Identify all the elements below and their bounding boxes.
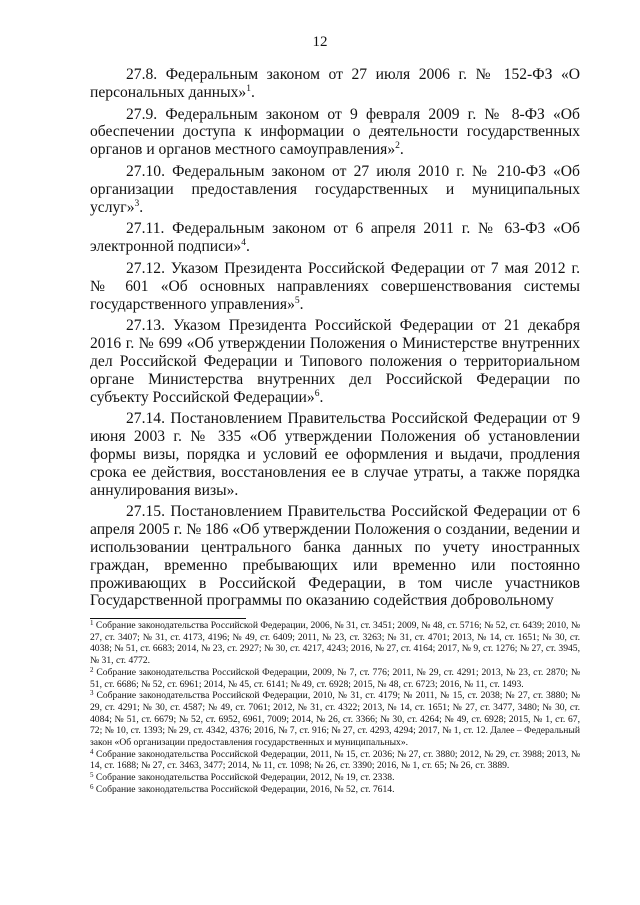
paragraph-27-8: 27.8. Федеральным законом от 27 июля 2006 г. № 152-ФЗ «О персональных данных»$^1$.: [90, 66, 580, 101]
page-number: 12: [312, 34, 328, 50]
paragraph-27-10: 27.10. Федеральным законом от 27 июля 2010 г. № 210-ФЗ «Об организации предоставления государственных и муниципальных услуг»$^3$.: [90, 162, 580, 216]
footnote-ref: 2: [395, 141, 400, 152]
footnote-1: $^1$ Собрание законодательства Российской Федерации, 2006, № 31, ст. 3451; 2009, № 48, ст. 5716; № 52, ст. 6439; 2010, № 27, ст. 3407; № 31, ст. 4173, 4196; № 49, ст. 6409; 2011, № 23, ст. 3263; № 31, ст. 4701; 2013, № 14, ст. 1651; № 30, ст. 4038; № 51, ст. 6683; 2014, № 23, ст. 2927; № 30, ст. 4217, 4243; 2016, № 27, ст. 4164; 2017, № 9, ст. 1276; № 27, ст. 3945, № 31, ст. 4772.: [90, 619, 580, 667]
paragraph-27-9: 27.9. Федеральным законом от 9 февраля 2009 г. № 8-ФЗ «Об обеспечении доступа к информации о деятельности государственных органов и органов местного самоуправления»$^2$.: [90, 105, 580, 159]
footnote-3: $^3$ Собрание законодательства Российской Федерации, 2010, № 31, ст. 4179; № 2011, № 15, ст. 2038; № 27, ст. 3880; № 29, ст. 4291; № 30, ст. 4587; № 49, ст. 7061; 2012, № 31, ст. 4322; 2013, № 14, ст. 1651; № 27, ст. 3477, 3480; № 30, ст. 4084; № 51, ст. 6679; № 52, ст. 6952, 6961, 7009; 2014, № 26, ст. 3366; № 30, ст. 4264; № 49, ст. 6928; 2015, № 1, ст. 67, 72; № 10, ст. 1393; № 29, ст. 4342, 4376; 2016, № 7, ст. 916; № 27, ст. 4293, 4294; 2017, № 1, ст. 12. Далее – Федеральный закон «Об организации предоставления государственных и муниципальных».: [90, 689, 580, 749]
footnote-6: $^6$ Собрание законодательства Российской Федерации, 2016, № 52, ст. 7614.: [90, 782, 395, 795]
footnote-2: $^2$ Собрание законодательства Российской Федерации, 2009, № 7, ст. 776; 2011, № 29, ст. 4291; 2013, № 23, ст. 2870; № 51, ст. 6686; № 52, ст. 6961; 2014, № 45, ст. 6141; № 49, ст. 6928; 2015, № 48, ст. 6723; 2016, № 11, ст. 1493.: [90, 665, 581, 690]
footnote-4: $^4$ Собрание законодательства Российской Федерации, 2011, № 15, ст. 2036; № 27, ст. 3880; 2012, № 29, ст. 3988; 2013, № 14, ст. 1688; № 27, ст. 3463, 3477; 2014, № 11, ст. 1098; № 26, ст. 3390; 2016, № 1, ст. 65; № 26, ст. 3889.: [90, 747, 581, 772]
footnote-ref: 4: [241, 238, 246, 249]
footnote-ref: 3: [134, 198, 140, 209]
paragraph-27-13: 27.13. Указом Президента Российской Федерации от 21 декабря 2016 г. № 699 «Об утверждении Положения о Министерстве внутренних дел Российской Федерации и Типового положения о территориальном органе Министерства внутренних дел Российской Федерации по субъекту Российской Федерации»$^6$.: [90, 317, 580, 406]
paragraph-27-14: 27.14. Постановлением Правительства Российской Федерации от 9 июня 2003 г. № 335 «Об утверждении Положения об установлении формы визы, порядка и условий ее оформления и выдачи, продления срока ее действия, восстановления ее в случае утраты, а также порядка аннулирования визы».: [90, 410, 580, 499]
footnote-divider: [90, 618, 246, 619]
footnotes: [90, 620, 580, 796]
paragraph-27-12: 27.12. Указом Президента Российской Федерации от 7 мая 2012 г. № 601 «Об основных направлениях совершенствования системы государственного управления»$^5$.: [90, 259, 580, 313]
footnote-ref: 5: [294, 295, 300, 306]
main-text: [90, 66, 580, 614]
footnote-5: $^5$ Собрание законодательства Российской Федерации, 2012, № 19, ст. 2338.: [90, 771, 395, 784]
paragraph-27-11: 27.11. Федеральным законом от 6 апреля 2011 г. № 63-ФЗ «Об электронной подписи»$^4$.: [90, 220, 580, 256]
footnote-ref: 1: [246, 83, 251, 94]
footnote-ref: 6: [314, 388, 320, 399]
paragraph-27-15: 27.15. Постановлением Правительства Российской Федерации от 6 апреля 2005 г. № 186 «Об утверждении Положения о создании, ведении и использовании центрального банка данных по учету иностранных граждан, временно пребывающих или временно или постоянно проживающих в Российской Федерации, в том числе участников Государственной программы по оказанию содействия добровольному: [90, 503, 580, 610]
